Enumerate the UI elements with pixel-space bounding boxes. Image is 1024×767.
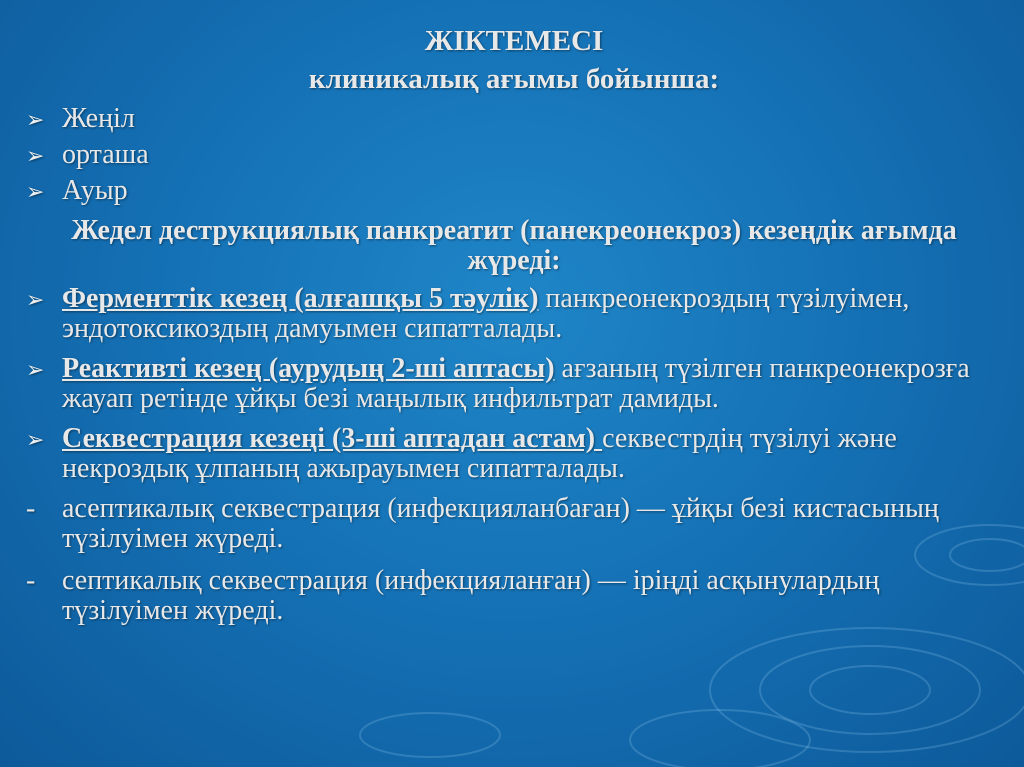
- slide-subtitle: клиникалық ағымы бойынша:: [308, 63, 720, 95]
- slide-content: [24, 22, 1004, 638]
- stage-item: [24, 284, 1004, 344]
- stage-title: Секвестрация кезеңі (3-ші аптадан астам): [62, 423, 603, 454]
- dash-marker: -: [26, 493, 36, 524]
- arrow-bullet-icon: ➢: [26, 427, 45, 452]
- severity-item: ➢ Жеңіл: [26, 103, 135, 134]
- dash-marker: -: [26, 565, 36, 596]
- arrow-bullet-icon: ➢: [26, 179, 45, 204]
- stage-item: [24, 424, 1004, 484]
- stage-title: Реактивті кезең (аурудың 2-ші аптасы): [62, 353, 555, 384]
- arrow-bullet-icon: ➢: [26, 287, 45, 312]
- arrow-bullet-icon: ➢: [26, 357, 45, 382]
- arrow-bullet-icon: ➢: [26, 143, 45, 168]
- severity-item: ➢ Ауыр: [26, 175, 128, 206]
- sequestration-type-item: - асептикалық секвестрация (инфекцияланбаған) — ұйқы безі кистасының түзілуімен жүреді.: [26, 493, 939, 554]
- stage-title: Ферменттік кезең (алғашқы 5 тәулік): [62, 283, 539, 314]
- section-heading: Жедел деструкциялық панкреатит (панекреонекроз) кезеңдік ағымда жүреді:: [71, 215, 957, 276]
- arrow-bullet-icon: ➢: [26, 107, 45, 132]
- sequestration-type-item: - септикалық секвестрация (инфекцияланған) — іріңді асқынулардың түзілуімен жүреді.: [26, 565, 880, 626]
- stage-item: [24, 354, 1004, 414]
- severity-item: ➢ орташа: [26, 139, 149, 170]
- stage-description: панкреонекроздың түзілуімен, эндотоксикоздың дамуымен сипатталады.: [62, 283, 910, 344]
- slide-title: ЖІКТЕМЕСІ: [424, 25, 604, 57]
- stage-description: ағзаның түзілген панкреонекрозға жауап ретінде ұйқы безі маңылық инфильтрат дамиды.: [62, 353, 970, 414]
- stage-description: секвестрдің түзілуі және некроздық ұлпаның ажырауымен сипатталады.: [62, 423, 897, 484]
